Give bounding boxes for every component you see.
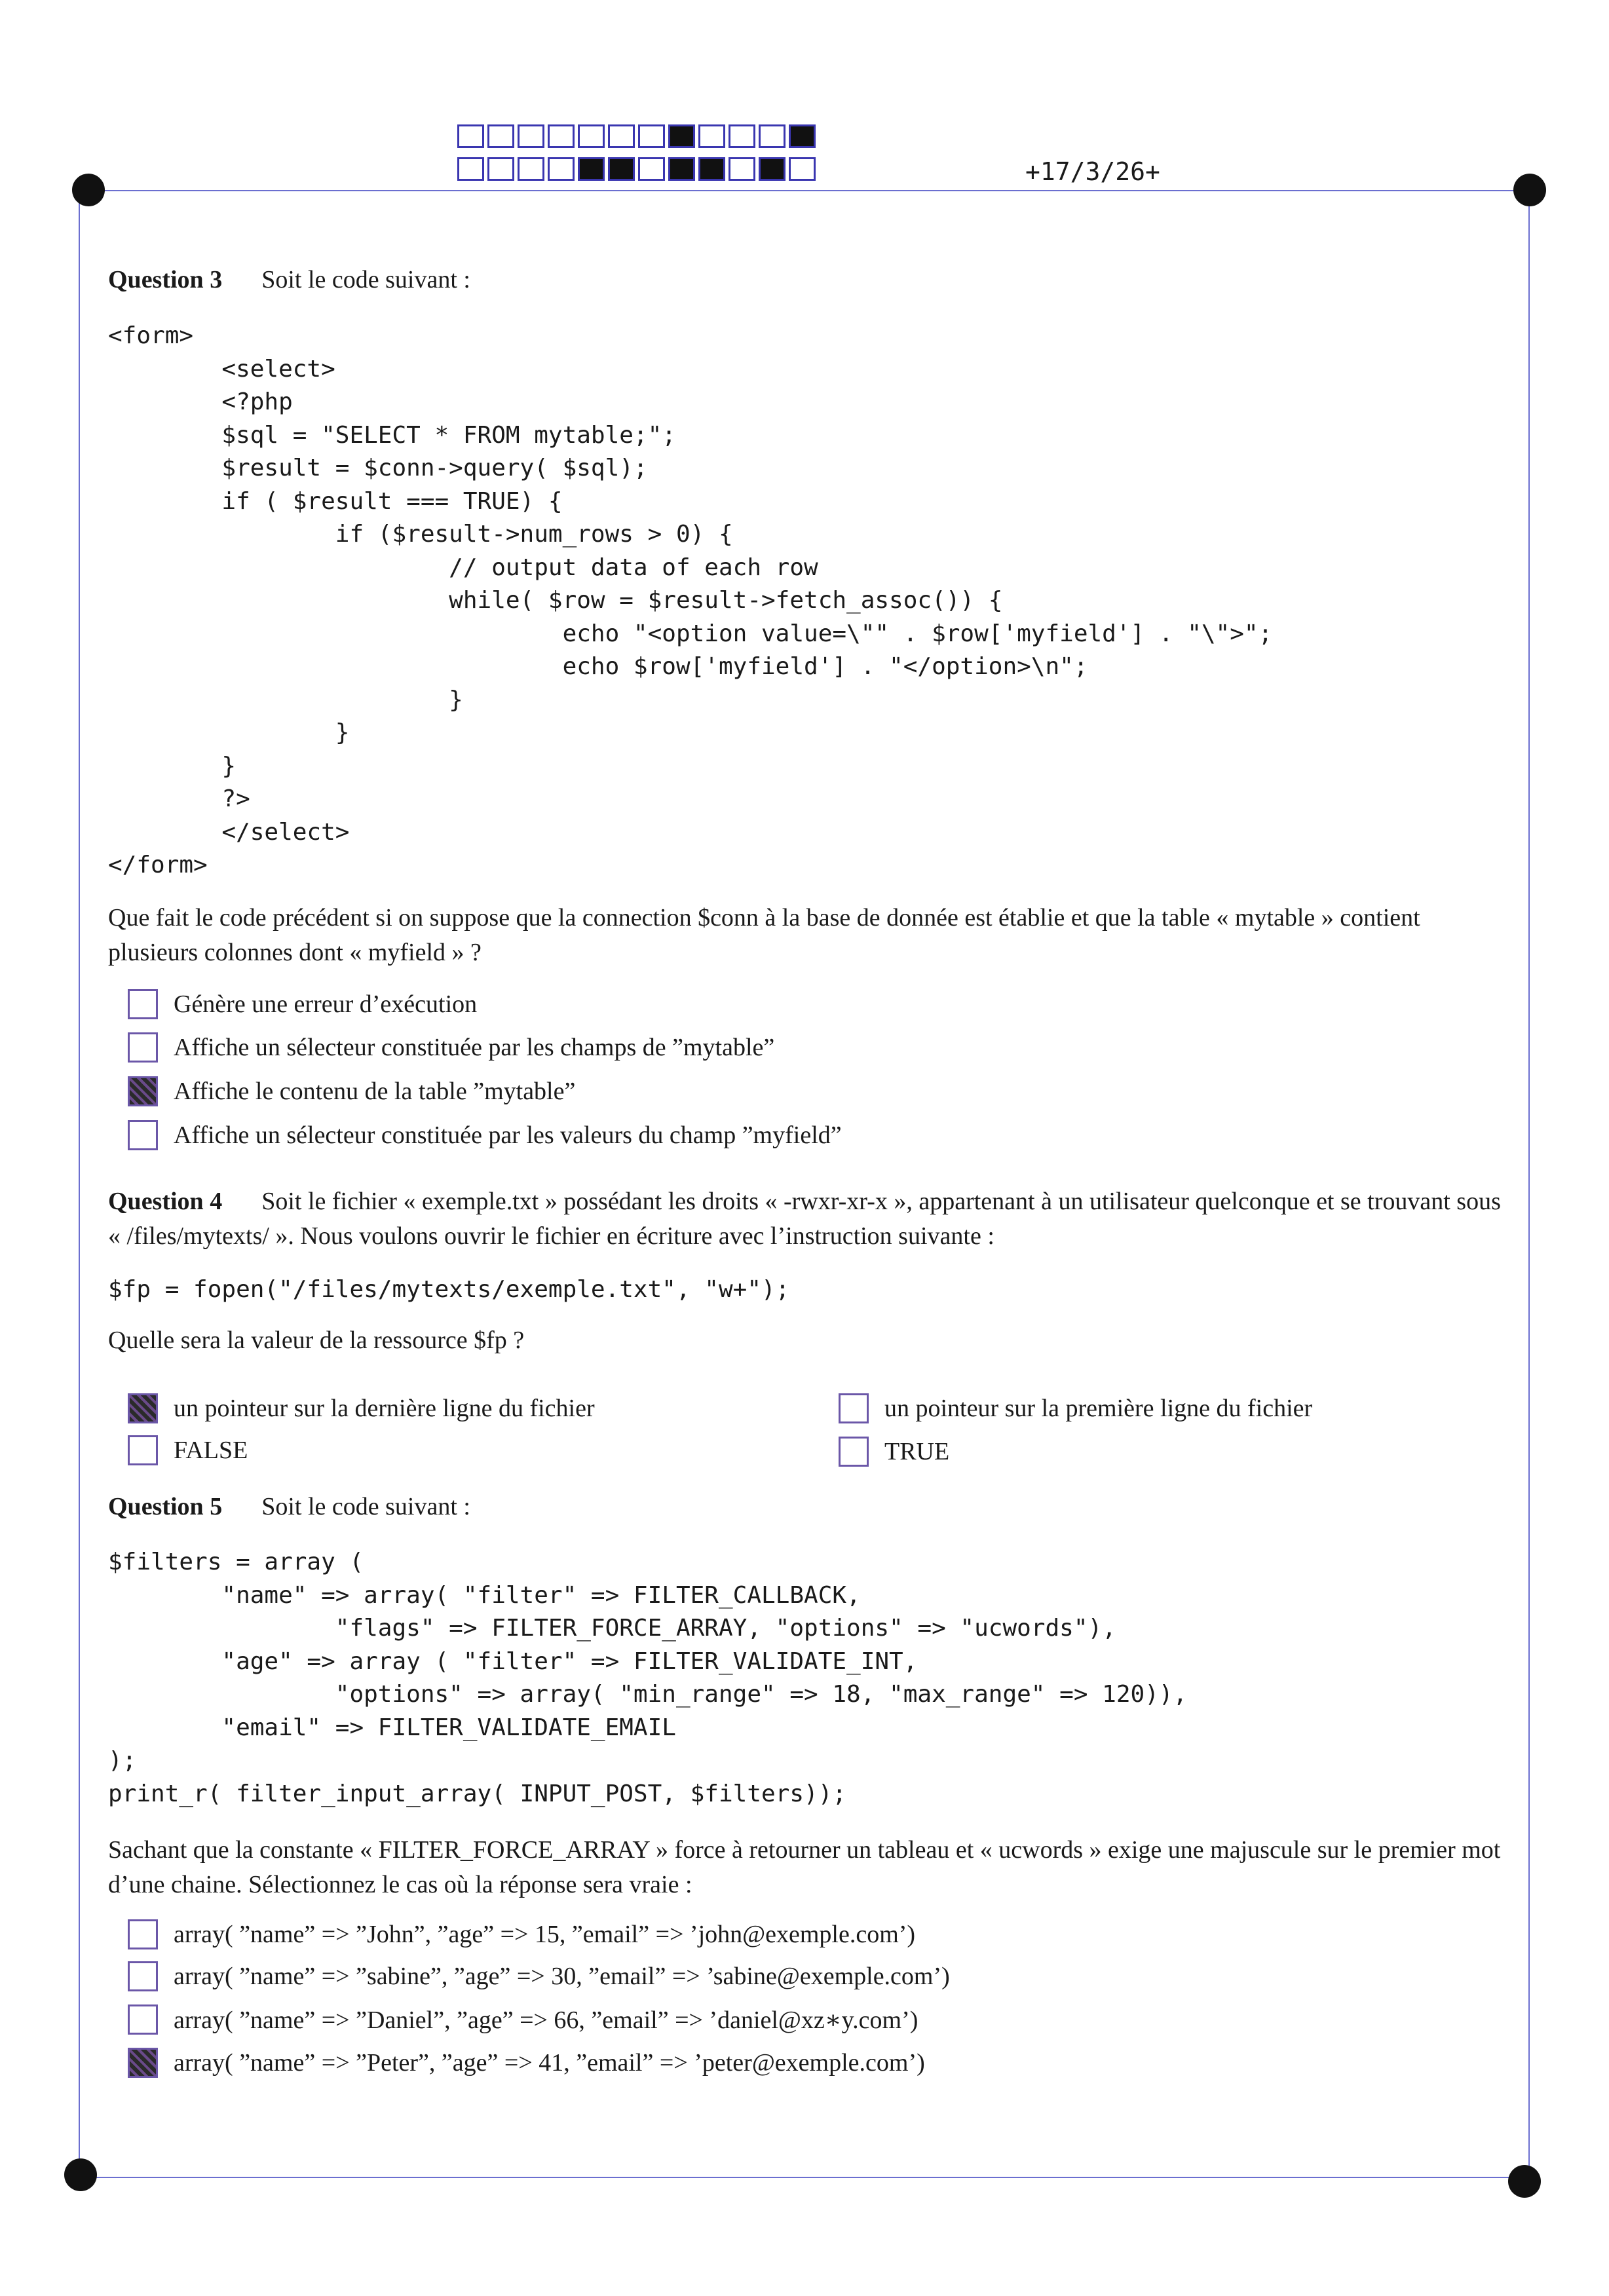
q5-question: Sachant que la constante « FILTER_FORCE_ARRAY » force à retourner un tableau et « ucwords » exige une majuscule sur le premier mot d’une chaine. Sélectionnez le cas où la réponse sera vraie : — [108, 1836, 1501, 1898]
q3-option-2-label: Affiche un sélecteur constituée par les champs de ”mytable” — [174, 1034, 775, 1061]
checkbox[interactable] — [128, 1919, 158, 1949]
q5-option-3-label: array( ”name” => ”Daniel”, ”age” => 66, ”email” => ’daniel@xz∗y.com’) — [174, 2006, 918, 2034]
corner-marker-top-left — [72, 174, 105, 206]
code-line: } — [108, 686, 463, 713]
barcode-cell — [729, 124, 755, 148]
code-line: } — [108, 752, 237, 780]
q4-code: $fp = fopen("/files/mytexts/exemple.txt", "w+"); — [108, 1276, 790, 1303]
q5-option-3[interactable] — [128, 2004, 918, 2035]
q5-option-2[interactable] — [128, 1961, 950, 1991]
code-line: if ($result->num_rows > 0) { — [108, 521, 733, 548]
q4-option-3-label: FALSE — [174, 1437, 248, 1464]
code-line: while( $row = $result->fetch_assoc()) { — [108, 587, 1003, 614]
checkbox[interactable] — [839, 1393, 869, 1423]
barcode-cell — [638, 124, 665, 148]
q3-label: Question 3 — [108, 266, 223, 293]
q3-intro: Soit le code suivant : — [261, 266, 470, 293]
q3-option-3[interactable] — [128, 1076, 575, 1106]
code-line: </form> — [108, 852, 208, 878]
q4-option-4[interactable] — [839, 1437, 949, 1467]
q5-intro: Soit le code suivant : — [261, 1493, 470, 1520]
code-line: <select> — [108, 355, 335, 383]
checkbox[interactable] — [128, 2004, 158, 2035]
barcode-cell — [759, 157, 786, 181]
barcode-cell — [518, 124, 544, 148]
checkbox[interactable] — [128, 1961, 158, 1991]
barcode-cell — [638, 157, 665, 181]
code-line: $filters = array ( — [108, 1549, 364, 1575]
barcode-cell — [789, 124, 816, 148]
corner-marker-bottom-right — [1508, 2165, 1541, 2198]
code-line: if ( $result === TRUE) { — [108, 487, 563, 515]
code-line: <?php — [108, 388, 293, 415]
checkbox-checked[interactable] — [128, 1393, 158, 1423]
q5-option-1[interactable] — [128, 1919, 915, 1949]
barcode-cell — [578, 124, 605, 148]
barcode-cell — [608, 157, 635, 181]
barcode-cell — [698, 157, 725, 181]
checkbox-checked[interactable] — [128, 2048, 158, 2078]
q5-option-4-label: array( ”name” => ”Peter”, ”age” => 41, ”email” => ’peter@exemple.com’) — [174, 2049, 925, 2077]
barcode-row-2 — [457, 157, 819, 181]
q3-option-1[interactable] — [128, 989, 477, 1019]
q5-header — [108, 1492, 470, 1521]
q3-question: Que fait le code précédent si on suppose que la connection $conn à la base de donnée est établie et que la table « mytable » contient plusieurs colonnes dont « myfield » ? — [108, 904, 1420, 966]
barcode-cell — [668, 124, 695, 148]
barcode-cell — [578, 157, 605, 181]
code-line: "email" => FILTER_VALIDATE_EMAIL — [108, 1714, 676, 1741]
q4-option-3[interactable] — [128, 1435, 248, 1465]
q4-question: Quelle sera la valeur de la ressource $fp ? — [108, 1327, 525, 1354]
code-line: print_r( filter_input_array( INPUT_POST, $filters)); — [108, 1780, 847, 1807]
barcode-cell — [518, 157, 544, 181]
barcode-cell — [548, 124, 575, 148]
q4-intro: Soit le fichier « exemple.txt » possédant les droits « -rwxr-xr-x », appartenant à un utilisateur quelconque et se trouvant sous « /files/mytexts/ ». Nous voulons ouvrir le fichier en écriture avec l’instruction suivante : — [108, 1188, 1501, 1250]
code-line: echo "<option value=\"" . $row['myfield'] . "\">"; — [108, 620, 1273, 647]
page-id: +17/3/26+ — [1025, 157, 1160, 186]
q3-option-1-label: Génère une erreur d’exécution — [174, 990, 478, 1018]
code-line: ?> — [108, 785, 250, 812]
code-line: <form> — [108, 322, 194, 349]
checkbox[interactable] — [128, 1435, 158, 1465]
code-line: } — [108, 719, 350, 746]
q3-option-3-label: Affiche le contenu de la table ”mytable” — [174, 1078, 576, 1105]
barcode-cell — [487, 124, 514, 148]
q5-label: Question 5 — [108, 1493, 223, 1520]
code-line: "name" => array( "filter" => FILTER_CALLBACK, — [108, 1581, 861, 1609]
code-line: ); — [108, 1747, 137, 1774]
barcode-cell — [789, 157, 816, 181]
code-line: "age" => array ( "filter" => FILTER_VALIDATE_INT, — [108, 1647, 918, 1675]
corner-marker-top-right — [1513, 174, 1546, 206]
q4-option-4-label: TRUE — [884, 1438, 950, 1465]
barcode-row-1 — [457, 124, 819, 148]
barcode-cell — [759, 124, 786, 148]
code-line: $sql = "SELECT * FROM mytable;"; — [108, 421, 676, 449]
checkbox[interactable] — [128, 989, 158, 1019]
checkbox[interactable] — [128, 1032, 158, 1063]
q3-option-2[interactable] — [128, 1032, 774, 1063]
q4-option-2-label: un pointeur sur la première ligne du fichier — [884, 1395, 1313, 1422]
barcode-cell — [608, 124, 635, 148]
code-line: // output data of each row — [108, 554, 818, 581]
barcode-cell — [548, 157, 575, 181]
code-line: "flags" => FILTER_FORCE_ARRAY, "options" => "ucwords"), — [108, 1615, 1116, 1642]
barcode-cell — [668, 157, 695, 181]
checkbox[interactable] — [128, 1120, 158, 1150]
code-line: $result = $conn->query( $sql); — [108, 455, 648, 481]
code-line: </select> — [108, 818, 350, 846]
q3-option-4[interactable] — [128, 1120, 842, 1150]
barcode-cell — [457, 124, 484, 148]
barcode-cell — [487, 157, 514, 181]
q5-option-4[interactable] — [128, 2048, 925, 2078]
checkbox-checked[interactable] — [128, 1076, 158, 1106]
q3-option-4-label: Affiche un sélecteur constituée par les valeurs du champ ”myfield” — [174, 1121, 842, 1149]
code-line: "options" => array( "min_range" => 18, "max_range" => 120)), — [108, 1681, 1188, 1708]
code-line: echo $row['myfield'] . "</option>\n"; — [108, 653, 1088, 680]
corner-marker-bottom-left — [64, 2158, 97, 2191]
checkbox[interactable] — [839, 1437, 869, 1467]
barcode-cell — [698, 124, 725, 148]
barcode-cell — [729, 157, 755, 181]
q5-option-2-label: array( ”name” => ”sabine”, ”age” => 30, ”email” => ’sabine@exemple.com’) — [174, 1963, 950, 1990]
q5-code-block — [108, 1546, 1187, 1811]
q4-label: Question 4 — [108, 1188, 223, 1215]
q3-header — [108, 265, 470, 294]
q4-option-2[interactable] — [839, 1393, 1312, 1423]
q5-option-1-label: array( ”name” => ”John”, ”age” => 15, ”email” => ’john@exemple.com’) — [174, 1921, 916, 1948]
q3-code-block — [108, 320, 1272, 882]
q4-header — [108, 1184, 1510, 1254]
q4-option-1-label: un pointeur sur la dernière ligne du fichier — [174, 1395, 595, 1422]
q4-option-1[interactable] — [128, 1393, 595, 1423]
barcode-cell — [457, 157, 484, 181]
